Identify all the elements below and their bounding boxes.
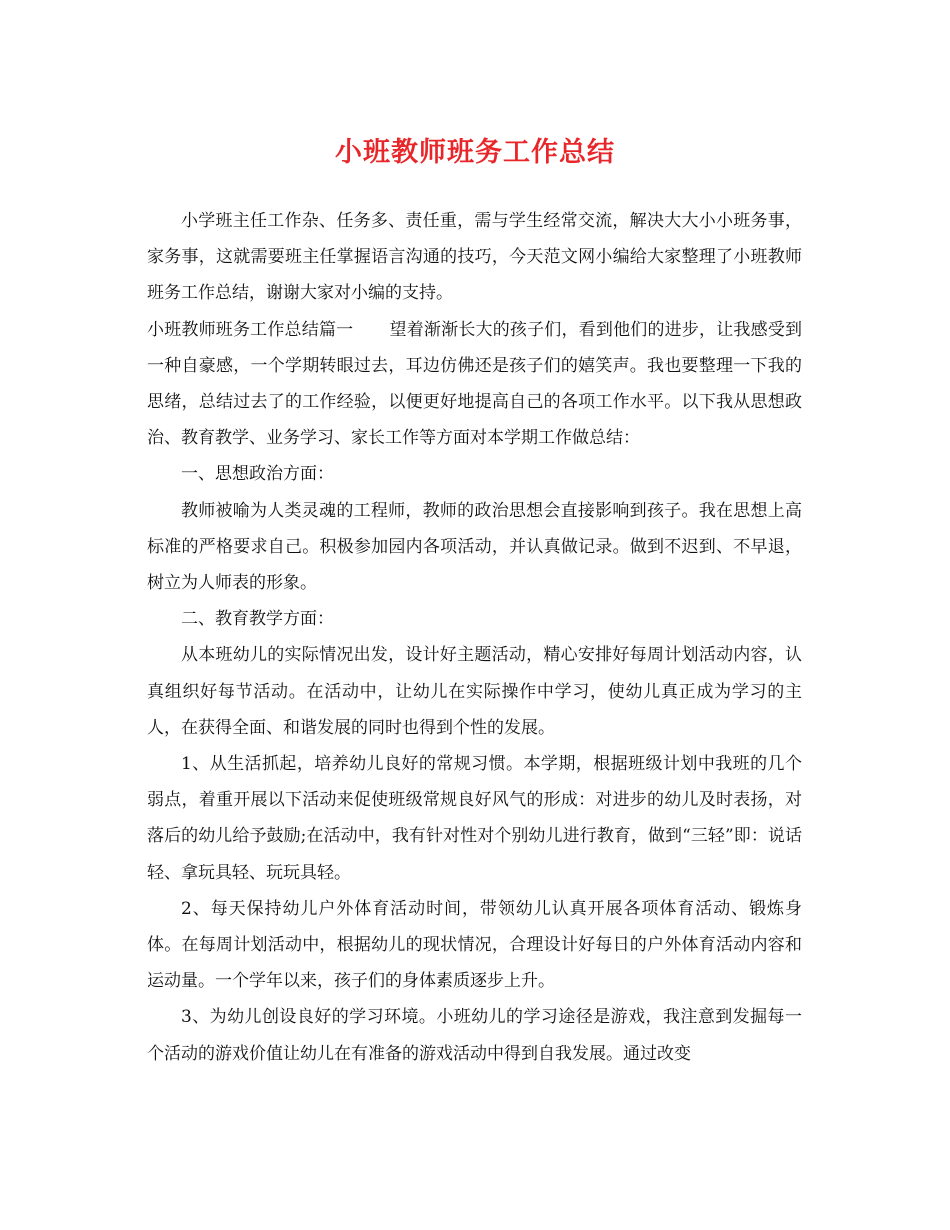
paragraph-item-2: 2、每天保持幼儿户外体育活动时间，带领幼儿认真开展各项体育活动、锻炼身体。在每周计划活动中，根据幼儿的现状情况，合理设计好每日的户外体育活动内容和运动量。一个学年以来，孩子们的身体素质逐步上升。 xyxy=(147,898,802,992)
document-title: 小班教师班务工作总结 xyxy=(335,137,615,168)
document-body xyxy=(147,203,802,1072)
paragraph-political: 教师被喻为人类灵魂的工程师，教师的政治思想会直接影响到孩子。我在思想上高标准的严格要求自己。积极参加园内各项活动，并认真做记录。做到不迟到、不早退，树立为人师表的形象。 xyxy=(147,500,802,594)
section-heading: 小班教师班务工作总结篇一 xyxy=(147,319,354,340)
paragraph-item-1: 1、从生活抓起，培养幼儿良好的常规习惯。本学期，根据班级计划中我班的几个弱点，着重开展以下活动来促使班级常规良好风气的形成：对进步的幼儿及时表扬，对落后的幼儿给予鼓励;在活动中，我有针对性对个别幼儿进行教育，做到“三轻”即：说话轻、拿玩具轻、玩玩具轻。 xyxy=(147,754,802,883)
paragraph-heading-teaching: 二、教育教学方面： xyxy=(181,609,334,630)
paragraph-teaching: 从本班幼儿的实际情况出发，设计好主题活动，精心安排好每周计划活动内容，认真组织好每节活动。在活动中，让幼儿在实际操作中学习，使幼儿真正成为学习的主人，在获得全面、和谐发展的同时也得到个性的发展。 xyxy=(147,645,802,738)
section-one-text: 望着渐渐长大的孩子们，看到他们的进步，让我感受到一种自豪感，一个学期转眼过去，耳边仿佛还是孩子们的嬉笑声。我也要整理一下我的思绪，总结过去了的工作经验，以便更好地提高自己的各项工作水平。以下我从思想政治、教育教学、业务学习、家长工作等方面对本学期工作做总结： xyxy=(147,319,803,449)
paragraph-item-3: 3、为幼儿创设良好的学习环境。小班幼儿的学习途径是游戏，我注意到发掘每一个活动的游戏价值让幼儿在有准备的游戏活动中得到自我发展。通过改变 xyxy=(147,1007,802,1064)
paragraph-intro: 小学班主任工作杂、任务多、责任重，需与学生经常交流，解决大大小小班务事，家务事，这就需要班主任掌握语言沟通的技巧，今天范文网小编给大家整理了小班教师班务工作总结，谢谢大家对小编的支持。 xyxy=(147,211,802,304)
paragraph-section-one xyxy=(147,312,802,457)
paragraph-heading-political: 一、思想政治方面： xyxy=(181,464,334,485)
